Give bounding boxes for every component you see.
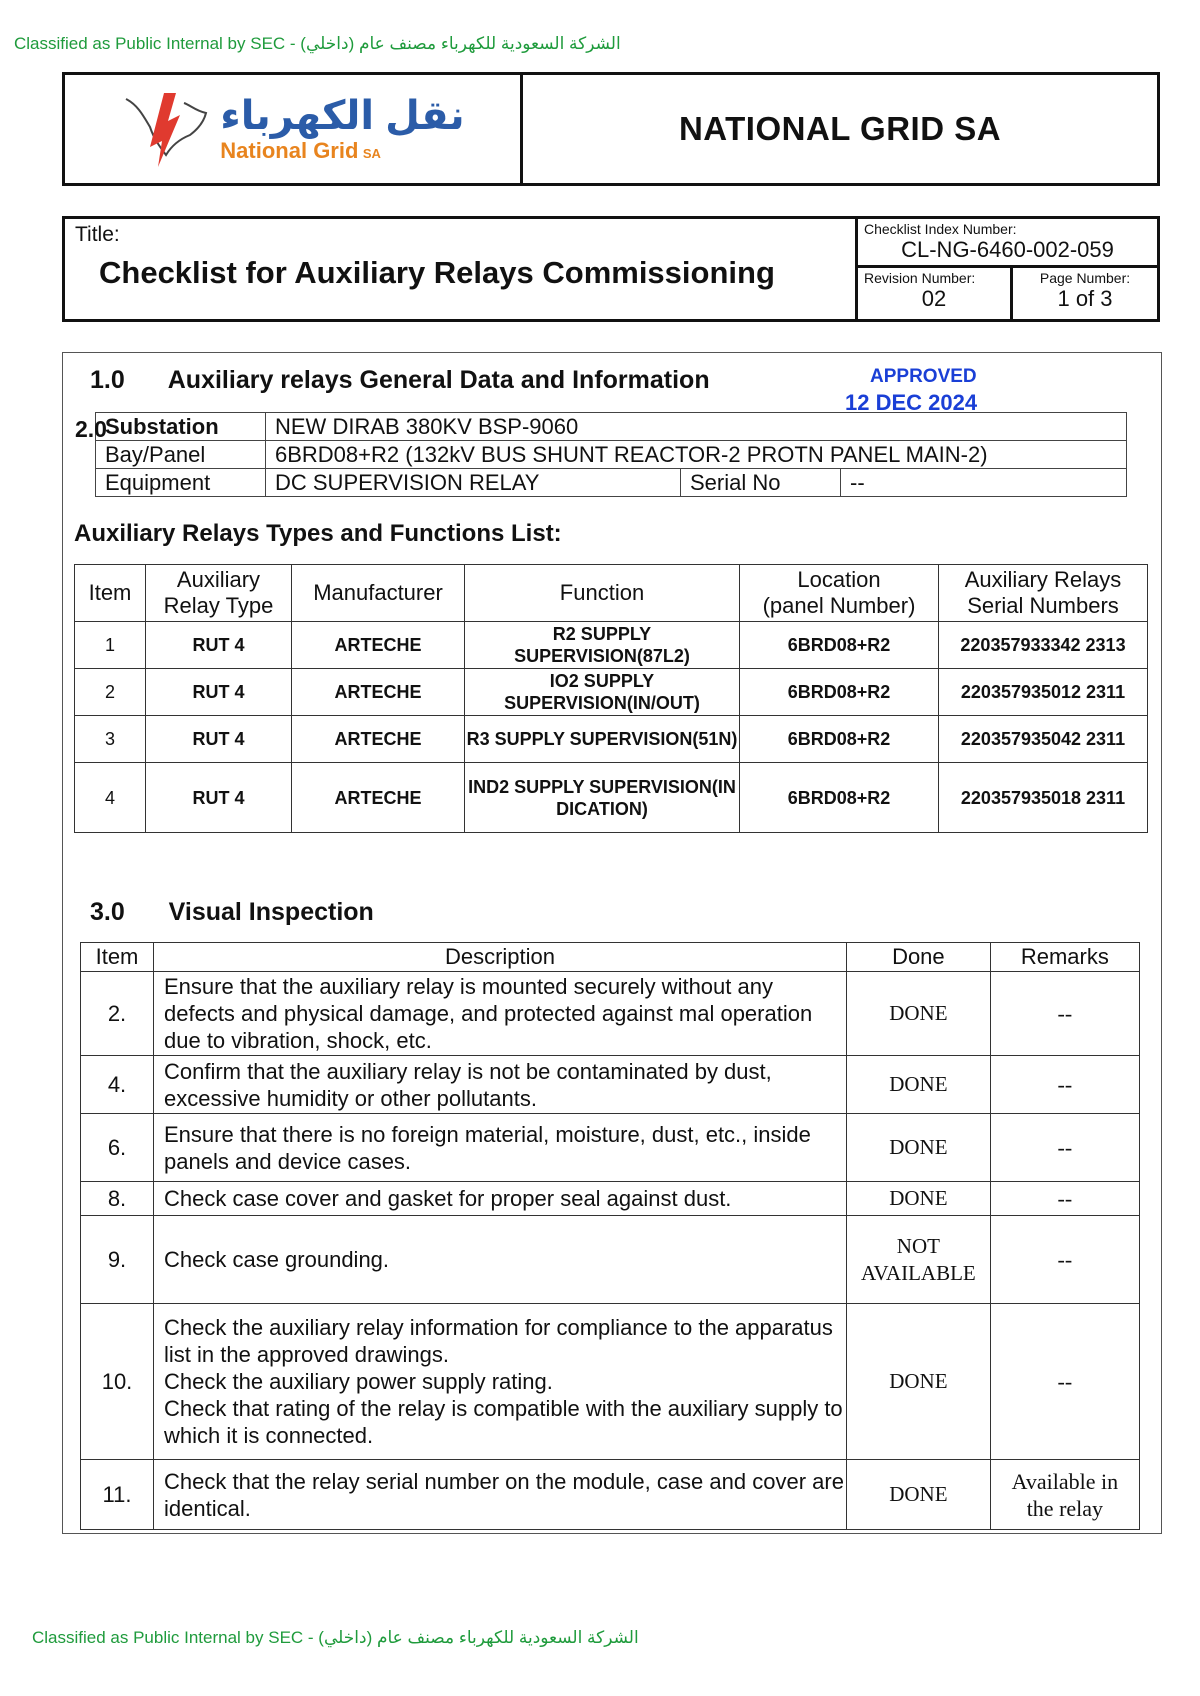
substation-row bbox=[96, 413, 1127, 441]
inspection-remarks: -- bbox=[990, 1114, 1139, 1182]
inspection-done: DONE bbox=[847, 972, 991, 1056]
inspection-remarks: -- bbox=[990, 1304, 1139, 1460]
index-value: CL-NG-6460-002-059 bbox=[901, 237, 1114, 262]
relay-location: 6BRD08+R2 bbox=[740, 716, 939, 763]
table-row bbox=[75, 622, 1148, 669]
table-row bbox=[75, 669, 1148, 716]
revision-value: 02 bbox=[921, 286, 947, 311]
header-box bbox=[62, 72, 1160, 186]
equipment-value: DC SUPERVISION RELAY bbox=[266, 469, 681, 497]
index-cell bbox=[857, 218, 1159, 267]
inspection-done: DONE bbox=[847, 1460, 991, 1530]
company-name: NATIONAL GRID SA bbox=[522, 74, 1159, 185]
relay-location: 6BRD08+R2 bbox=[740, 763, 939, 833]
serial-label: Serial No bbox=[681, 469, 841, 497]
inspection-description bbox=[154, 1304, 847, 1460]
inspection-done: DONE bbox=[847, 1056, 991, 1114]
bay-value: 6BRD08+R2 (132kV BUS SHUNT REACTOR-2 PROTN PANEL MAIN-2) bbox=[266, 441, 1127, 469]
substation-value: NEW DIRAB 380KV BSP-9060 bbox=[266, 413, 1127, 441]
relay-item: 3 bbox=[75, 716, 146, 763]
table-row bbox=[81, 1304, 1140, 1460]
inspection-remarks: -- bbox=[990, 1056, 1139, 1114]
logo-suffix: SA bbox=[362, 146, 381, 161]
bay-row bbox=[96, 441, 1127, 469]
col-serial-line2: Serial Numbers bbox=[967, 593, 1119, 618]
table-row bbox=[81, 1056, 1140, 1114]
relay-type: RUT 4 bbox=[146, 716, 292, 763]
col-serial-line1: Auxiliary Relays bbox=[964, 567, 1122, 592]
table-row bbox=[81, 1182, 1140, 1216]
substation-label: Substation bbox=[96, 413, 266, 441]
title-block bbox=[62, 216, 1160, 322]
logo-english: National Grid bbox=[220, 138, 359, 163]
inspection-description-line2: Check the auxiliary power supply rating. bbox=[164, 1369, 553, 1394]
inspection-description: Ensure that the auxiliary relay is mounted securely without any defects and physical damage, and protected against mal operation due to vibration, shock, etc. bbox=[154, 972, 847, 1056]
inspection-item: 8. bbox=[81, 1182, 154, 1216]
inspection-description: Ensure that there is no foreign material, moisture, dust, etc., inside panels and device cases. bbox=[154, 1114, 847, 1182]
relay-type: RUT 4 bbox=[146, 763, 292, 833]
section1-number: 1.0 bbox=[90, 366, 125, 394]
approved-date: 12 DEC 2024 bbox=[845, 390, 978, 415]
relay-function: R3 SUPPLY SUPERVISION(51N) bbox=[465, 716, 740, 763]
relay-item: 2 bbox=[75, 669, 146, 716]
relay-manufacturer: ARTECHE bbox=[292, 669, 465, 716]
relay-function: IO2 SUPPLY SUPERVISION(IN/OUT) bbox=[465, 669, 740, 716]
relay-type: RUT 4 bbox=[146, 622, 292, 669]
inspection-remarks: -- bbox=[990, 972, 1139, 1056]
inspection-item: 10. bbox=[81, 1304, 154, 1460]
inspection-description: Check case grounding. bbox=[154, 1216, 847, 1304]
table-row bbox=[81, 1114, 1140, 1182]
page-value: 1 of 3 bbox=[1057, 286, 1113, 311]
inspection-done: DONE bbox=[847, 1182, 991, 1216]
col-serial bbox=[939, 565, 1148, 622]
equipment-row bbox=[96, 469, 1127, 497]
index-label: Checklist Index Number: bbox=[864, 221, 1017, 237]
table-row bbox=[81, 1216, 1140, 1304]
col-manufacturer: Manufacturer bbox=[292, 565, 465, 622]
logo-cell bbox=[64, 74, 522, 185]
relay-list-table bbox=[74, 564, 1148, 833]
relay-function: R2 SUPPLY SUPERVISION(87L2) bbox=[465, 622, 740, 669]
inspection-item: 9. bbox=[81, 1216, 154, 1304]
equipment-label: Equipment bbox=[96, 469, 266, 497]
col-item: Item bbox=[75, 565, 146, 622]
relay-function: IND2 SUPPLY SUPERVISION(INDICATION) bbox=[465, 763, 740, 833]
table-row bbox=[75, 716, 1148, 763]
company-logo bbox=[65, 87, 520, 171]
table-row bbox=[81, 972, 1140, 1056]
relay-serial: 220357935012 2311 bbox=[939, 669, 1148, 716]
col-location-line2: (panel Number) bbox=[762, 593, 916, 618]
relay-serial: 220357935042 2311 bbox=[939, 716, 1148, 763]
relay-serial: 220357935018 2311 bbox=[939, 763, 1148, 833]
serial-value: -- bbox=[841, 469, 1127, 497]
section2-title: Auxiliary Relays Types and Functions List: bbox=[74, 520, 562, 547]
inspection-item: 2. bbox=[81, 972, 154, 1056]
col-relay-type-line2: Relay Type bbox=[163, 593, 274, 618]
relay-manufacturer: ARTECHE bbox=[292, 763, 465, 833]
bay-label: Bay/Panel bbox=[96, 441, 266, 469]
relay-location: 6BRD08+R2 bbox=[740, 669, 939, 716]
col-relay-type bbox=[146, 565, 292, 622]
lightning-map-icon bbox=[120, 87, 210, 171]
relay-manufacturer: ARTECHE bbox=[292, 716, 465, 763]
col-location-line1: Location bbox=[797, 567, 881, 592]
table-row bbox=[81, 1460, 1140, 1530]
col-description: Description bbox=[154, 943, 847, 972]
col-done: Done bbox=[847, 943, 991, 972]
revision-label: Revision Number: bbox=[864, 270, 976, 286]
section3-number: 3.0 bbox=[90, 898, 125, 926]
inspection-item: 4. bbox=[81, 1056, 154, 1114]
relay-header-row bbox=[75, 565, 1148, 622]
classification-top: Classified as Public Internal by SEC - (داخلي) الشركة السعودية للكهرباء مصنف عام bbox=[14, 34, 621, 53]
title-label: Title: bbox=[75, 223, 120, 246]
relay-location: 6BRD08+R2 bbox=[740, 622, 939, 669]
inspection-description: Confirm that the auxiliary relay is not be contaminated by dust, excessive humidity or other pollutants. bbox=[154, 1056, 847, 1114]
inspection-remarks: -- bbox=[990, 1216, 1139, 1304]
col-relay-type-line1: Auxiliary bbox=[176, 567, 261, 592]
col-item: Item bbox=[81, 943, 154, 972]
relay-serial: 220357933342 2313 bbox=[939, 622, 1148, 669]
general-data-table bbox=[95, 412, 1127, 497]
inspection-item: 11. bbox=[81, 1460, 154, 1530]
section3-heading bbox=[90, 898, 374, 927]
relay-manufacturer: ARTECHE bbox=[292, 622, 465, 669]
inspection-description: Check that the relay serial number on the module, case and cover are identical. bbox=[154, 1460, 847, 1530]
inspection-description-line3: Check that rating of the relay is compatible with the auxiliary supply to which it is connected. bbox=[164, 1396, 843, 1448]
relay-item: 4 bbox=[75, 763, 146, 833]
section1-heading bbox=[90, 366, 710, 395]
page-cell bbox=[1012, 267, 1159, 321]
inspection-description: Check case cover and gasket for proper seal against dust. bbox=[154, 1182, 847, 1216]
title-cell bbox=[64, 218, 857, 321]
inspection-description-line1: Check the auxiliary relay information for compliance to the apparatus list in the approved drawings. bbox=[164, 1315, 833, 1367]
section2-number-overlap: 2.0 bbox=[75, 416, 107, 442]
inspection-done: NOT AVAILABLE bbox=[847, 1216, 991, 1304]
logo-arabic: نقل الكهرباء bbox=[220, 94, 465, 138]
section1-title: Auxiliary relays General Data and Information bbox=[167, 366, 710, 394]
inspection-item: 6. bbox=[81, 1114, 154, 1182]
document-title: Checklist for Auxiliary Relays Commissioning bbox=[99, 255, 775, 290]
visual-inspection-table bbox=[80, 942, 1140, 1530]
inspection-remarks: Available in the relay bbox=[990, 1460, 1139, 1530]
inspection-done: DONE bbox=[847, 1304, 991, 1460]
page-label: Page Number: bbox=[1039, 270, 1131, 286]
inspection-header-row bbox=[81, 943, 1140, 972]
classification-bottom: Classified as Public Internal by SEC - (داخلي) الشركة السعودية للكهرباء مصنف عام bbox=[32, 1628, 639, 1647]
relay-type: RUT 4 bbox=[146, 669, 292, 716]
col-function: Function bbox=[465, 565, 740, 622]
col-location bbox=[740, 565, 939, 622]
table-row bbox=[75, 763, 1148, 833]
inspection-remarks: -- bbox=[990, 1182, 1139, 1216]
approved-stamp: APPROVED bbox=[870, 366, 977, 387]
section3-title: Visual Inspection bbox=[168, 898, 374, 926]
revision-cell bbox=[857, 267, 1012, 321]
relay-item: 1 bbox=[75, 622, 146, 669]
inspection-done: DONE bbox=[847, 1114, 991, 1182]
col-remarks: Remarks bbox=[990, 943, 1139, 972]
